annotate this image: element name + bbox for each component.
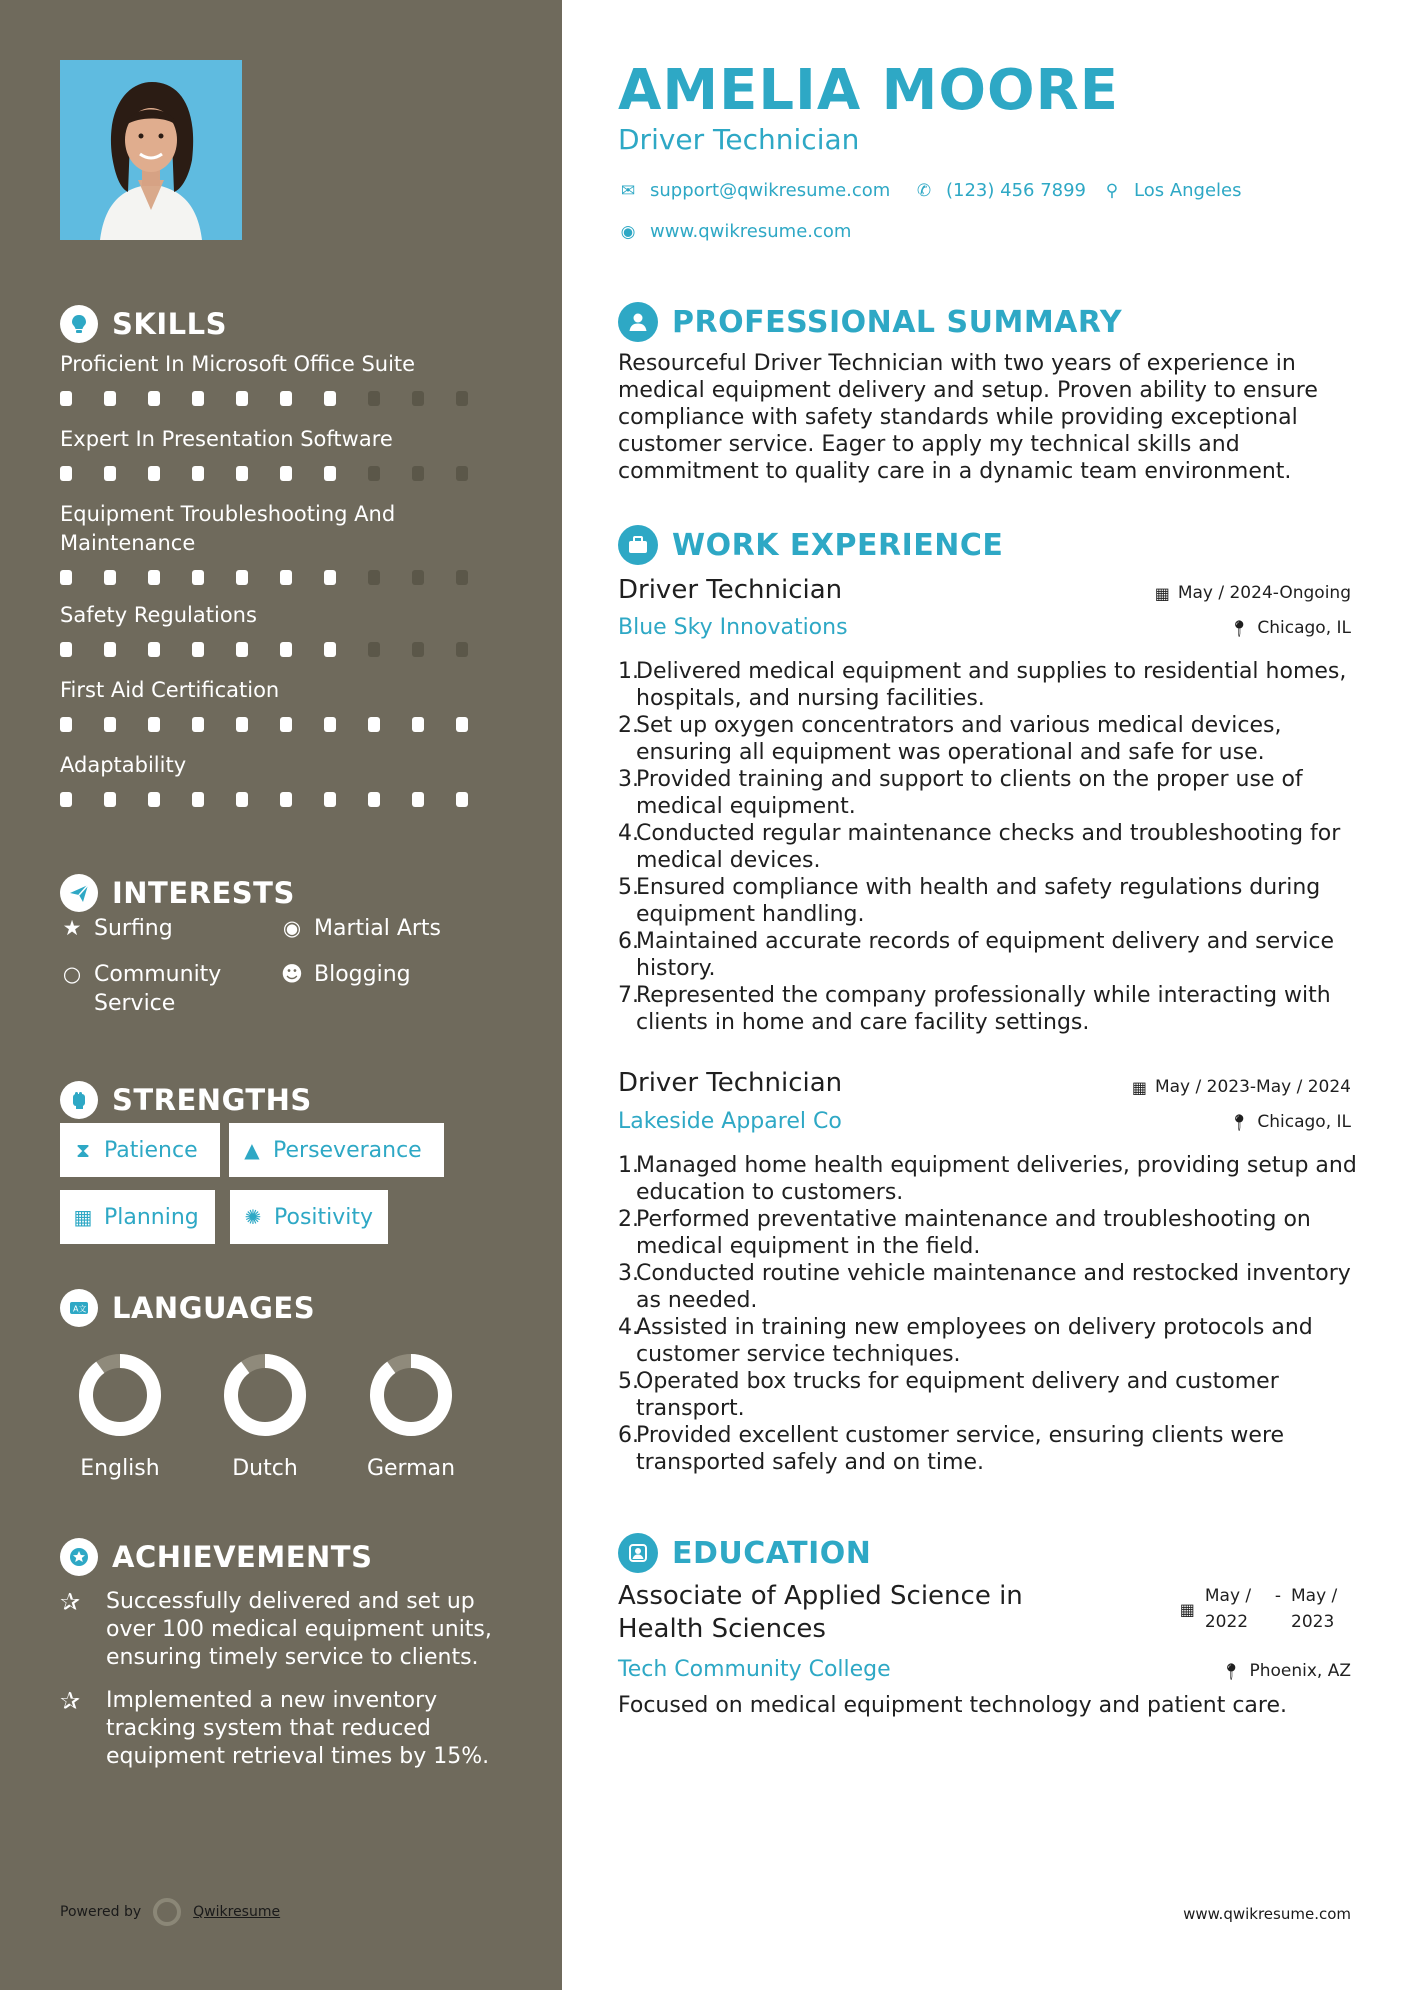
skill-dot-filled	[104, 570, 116, 585]
skill-dot-filled	[148, 792, 160, 807]
achievements-heading	[60, 1538, 372, 1576]
achievements-title: ACHIEVEMENTS	[112, 1540, 373, 1574]
skill-dot-filled	[104, 466, 116, 481]
skill-dot-filled	[456, 792, 468, 807]
bullet-text: Ensured compliance with health and safety regulations during equipment handling.	[636, 875, 1321, 927]
bullet-number: 5.	[618, 1369, 639, 1394]
job-bullet	[618, 1260, 1358, 1314]
job-location	[1229, 1112, 1351, 1132]
skill-dot-filled	[192, 466, 204, 481]
star-icon: ✰	[60, 1687, 81, 1715]
bullet-number: 5.	[618, 875, 639, 900]
strength-planning	[60, 1190, 215, 1244]
skill-dot-filled	[412, 717, 424, 732]
job-bullet	[618, 820, 1358, 874]
achievement-text: Implemented a new inventory tracking system that reduced equipment retrieval times by 15%.	[106, 1688, 490, 1769]
envelope-icon: ✉	[620, 180, 636, 201]
skill-dot-filled	[148, 466, 160, 481]
contact-website[interactable]	[618, 221, 851, 242]
languages-title: LANGUAGES	[112, 1291, 316, 1325]
school-name: Tech Community College	[618, 1657, 891, 1682]
interest-label: Community Service	[94, 962, 222, 1016]
bullet-text: Conducted routine vehicle maintenance and restocked inventory as needed.	[636, 1261, 1351, 1313]
degree-title: Associate of Applied Science in Health Sciences	[618, 1581, 1023, 1644]
achievement-item	[60, 1588, 500, 1672]
lightbulb-icon	[60, 305, 98, 343]
bullet-number: 4.	[618, 821, 639, 846]
job-bullet	[618, 1206, 1358, 1260]
contact-email[interactable]	[618, 180, 890, 201]
education-heading	[618, 1533, 871, 1573]
graduate-icon	[618, 1533, 658, 1573]
interests-title: INTERESTS	[112, 876, 295, 910]
skill-dot-filled	[456, 717, 468, 732]
skill-dot-filled	[192, 570, 204, 585]
user-icon	[618, 302, 658, 342]
skill-dot-filled	[280, 391, 292, 406]
hourglass-icon: ⧗	[75, 1138, 91, 1162]
job-company: Lakeside Apparel Co	[618, 1109, 842, 1134]
strength-patience	[60, 1123, 220, 1177]
bullet-number: 6.	[618, 1423, 639, 1448]
location-text: Los Angeles	[1134, 180, 1242, 201]
job-bullet	[618, 658, 1358, 712]
achievement-item	[60, 1687, 500, 1771]
sidebar	[0, 0, 562, 1990]
bullet-text: Managed home health equipment deliveries, providing setup and education to customers.	[636, 1153, 1357, 1205]
language-level-ring	[222, 1352, 308, 1438]
education-end: May / 2023	[1291, 1586, 1338, 1632]
powered-by-label: Powered by	[60, 1904, 142, 1920]
skill-dot-filled	[192, 391, 204, 406]
pin-icon: 📍︎	[1229, 1112, 1250, 1132]
skill-rating	[60, 466, 500, 481]
language-item	[351, 1352, 471, 1481]
language-icon	[60, 1289, 98, 1327]
skill-item	[60, 676, 500, 732]
contact-location	[1102, 180, 1242, 201]
skill-dot-filled	[104, 717, 116, 732]
skill-item	[60, 751, 500, 807]
job-dates-text: May / 2024-Ongoing	[1177, 583, 1351, 603]
skill-dot-filled	[192, 717, 204, 732]
interest-community-service	[60, 960, 260, 1018]
experience-heading	[618, 525, 1003, 565]
skill-dot-filled	[192, 792, 204, 807]
language-ring-fill	[231, 1361, 299, 1429]
languages-heading	[60, 1289, 315, 1327]
bullet-number: 1.	[618, 1153, 639, 1178]
skill-rating	[60, 717, 500, 732]
skill-name: First Aid Certification	[60, 678, 280, 702]
interest-surfing	[60, 914, 173, 943]
skill-dot-empty	[456, 642, 468, 657]
job-location-text: Chicago, IL	[1257, 1112, 1351, 1132]
language-name: English	[80, 1456, 160, 1481]
skill-rating	[60, 570, 500, 585]
bullet-number: 3.	[618, 1261, 639, 1286]
job-bullet	[618, 982, 1358, 1036]
job-dates	[1132, 1077, 1351, 1097]
qwikresume-link[interactable]: Qwikresume	[193, 1904, 281, 1920]
bullet-text: Represented the company professionally while interacting with clients in home and care facility settings.	[636, 983, 1331, 1035]
job-bullet	[618, 766, 1358, 820]
skill-name: Safety Regulations	[60, 603, 257, 627]
job-bullet	[618, 1368, 1358, 1422]
skill-dot-filled	[324, 792, 336, 807]
job-bullet	[618, 1152, 1358, 1206]
job-location	[1229, 618, 1351, 638]
strength-perseverance	[229, 1123, 444, 1177]
bullet-number: 6.	[618, 929, 639, 954]
language-ring-fill	[86, 1361, 154, 1429]
skill-dot-filled	[280, 466, 292, 481]
language-item	[60, 1352, 180, 1481]
skill-rating	[60, 642, 500, 657]
skill-dot-filled	[368, 717, 380, 732]
language-ring-fill	[377, 1361, 445, 1429]
users-icon: ☻	[281, 962, 303, 986]
skill-dot-empty	[368, 642, 380, 657]
strength-label: Perseverance	[273, 1137, 422, 1163]
job-bullet	[618, 1314, 1358, 1368]
skills-heading	[60, 305, 227, 343]
interest-martial-arts	[280, 914, 441, 943]
bullet-number: 2.	[618, 1207, 639, 1232]
education-dates	[1180, 1583, 1351, 1635]
skill-dot-filled	[324, 466, 336, 481]
job-company: Blue Sky Innovations	[618, 615, 848, 640]
skill-dot-empty	[412, 570, 424, 585]
skill-dot-empty	[412, 391, 424, 406]
job-bullet-list	[618, 658, 1358, 1036]
skill-item	[60, 601, 500, 657]
language-name: German	[366, 1456, 456, 1481]
bullet-text: Assisted in training new employees on delivery protocols and customer service techniques.	[636, 1315, 1313, 1367]
pin-icon: 📍︎	[1221, 1661, 1242, 1681]
profile-photo	[60, 60, 242, 240]
phone-text[interactable]: (123) 456 7899	[946, 180, 1087, 201]
skill-dot-empty	[456, 466, 468, 481]
job-bullet	[618, 712, 1358, 766]
skill-rating	[60, 391, 500, 406]
skill-dot-filled	[324, 570, 336, 585]
skill-dot-filled	[148, 391, 160, 406]
education-location	[1221, 1661, 1351, 1681]
language-name: Dutch	[232, 1456, 298, 1481]
svg-text:A文: A文	[73, 1304, 87, 1314]
road-icon: ▲	[244, 1138, 260, 1162]
skill-dot-filled	[192, 642, 204, 657]
globe-icon: ◉	[620, 221, 636, 242]
interest-label: Martial Arts	[314, 916, 442, 941]
briefcase-icon	[618, 525, 658, 565]
skill-dot-filled	[236, 570, 248, 585]
achievement-text: Successfully delivered and set up over 100 medical equipment units, ensuring timely service to clients.	[106, 1589, 492, 1670]
skill-dot-filled	[104, 792, 116, 807]
skill-dot-filled	[104, 391, 116, 406]
strength-label: Positivity	[274, 1204, 374, 1230]
skill-name: Equipment Troubleshooting And Maintenance	[60, 502, 396, 555]
skill-dot-filled	[60, 466, 72, 481]
skill-dot-filled	[148, 717, 160, 732]
interests-heading	[60, 874, 295, 912]
bullet-number: 4.	[618, 1315, 639, 1340]
phone-icon: ✆	[916, 180, 932, 201]
skill-rating	[60, 792, 500, 807]
experience-title: WORK EXPERIENCE	[672, 527, 1004, 563]
bullet-number: 2.	[618, 713, 639, 738]
summary-text: Resourceful Driver Technician with two years of experience in medical equipment delivery and setup. Proven ability to ensure compliance with safety standards while providing exceptional customer service. Eager to apply my technical skills and commitment to quality care in a dynamic team environment.	[618, 351, 1318, 484]
fist-icon	[60, 1081, 98, 1119]
strength-positivity	[230, 1190, 388, 1244]
strengths-heading	[60, 1081, 312, 1119]
strength-label: Patience	[104, 1137, 198, 1163]
candidate-role: Driver Technician	[618, 123, 860, 156]
interest-label: Surfing	[94, 916, 173, 941]
skill-dot-filled	[236, 792, 248, 807]
skill-dot-filled	[236, 466, 248, 481]
skill-dot-filled	[60, 642, 72, 657]
bullet-text: Maintained accurate records of equipment delivery and service history.	[636, 929, 1334, 981]
job-location-text: Chicago, IL	[1257, 618, 1351, 638]
interest-label: Blogging	[314, 962, 411, 987]
summary-title: PROFESSIONAL SUMMARY	[672, 304, 1123, 340]
calendar-icon: ▦	[1179, 1600, 1195, 1619]
skills-title: SKILLS	[112, 307, 227, 341]
job-title: Driver Technician	[618, 575, 843, 605]
candidate-name: AMELIA MOORE	[618, 58, 1119, 123]
skill-dot-filled	[368, 792, 380, 807]
education-title: EDUCATION	[672, 1535, 872, 1571]
bullet-number: 1.	[618, 659, 639, 684]
skill-name: Expert In Presentation Software	[60, 427, 393, 451]
job-dates-text: May / 2023-May / 2024	[1154, 1077, 1351, 1097]
education-date-separator: -	[1274, 1586, 1281, 1606]
skill-item	[60, 500, 500, 585]
education-start: May / 2022	[1204, 1586, 1252, 1632]
bullet-number: 7.	[618, 983, 639, 1008]
summary-heading	[618, 302, 1122, 342]
language-item	[205, 1352, 325, 1481]
email-text[interactable]: support@qwikresume.com	[650, 180, 891, 201]
skill-dot-filled	[236, 391, 248, 406]
job-title: Driver Technician	[618, 1068, 843, 1098]
skill-dot-filled	[280, 570, 292, 585]
skill-dot-filled	[280, 792, 292, 807]
skill-dot-filled	[60, 717, 72, 732]
bullet-text: Provided excellent customer service, ensuring clients were transported safely and on time.	[636, 1423, 1285, 1475]
star-icon: ✰	[60, 1588, 81, 1616]
skill-dot-filled	[236, 642, 248, 657]
skill-dot-filled	[324, 391, 336, 406]
skill-dot-filled	[60, 792, 72, 807]
skill-dot-filled	[324, 717, 336, 732]
strengths-title: STRENGTHS	[112, 1083, 312, 1117]
star-badge-icon	[60, 1538, 98, 1576]
bullet-text: Performed preventative maintenance and troubleshooting on medical equipment in the field.	[636, 1207, 1311, 1259]
skill-item	[60, 425, 500, 481]
map-pin-icon: ⚲	[1105, 180, 1119, 201]
bullet-text: Delivered medical equipment and supplies to residential homes, hospitals, and nursing facilities.	[636, 659, 1347, 711]
skill-dot-empty	[368, 570, 380, 585]
interest-blogging	[280, 960, 411, 989]
main-content	[562, 0, 1407, 1990]
skill-dot-filled	[280, 642, 292, 657]
skill-dot-filled	[148, 570, 160, 585]
star-icon: ★	[62, 916, 82, 940]
job-bullet	[618, 874, 1358, 928]
bullet-text: Provided training and support to clients on the proper use of medical equipment.	[636, 767, 1303, 819]
language-level-ring	[77, 1352, 163, 1438]
education-description: Focused on medical equipment technology and patient care.	[618, 1693, 1287, 1718]
calendar-icon: ▦	[73, 1205, 93, 1229]
skill-dot-empty	[456, 570, 468, 585]
sun-icon: ✺	[244, 1205, 262, 1229]
skill-dot-empty	[412, 642, 424, 657]
skill-dot-filled	[280, 717, 292, 732]
skill-dot-filled	[236, 717, 248, 732]
strength-label: Planning	[104, 1204, 199, 1230]
education-location-text: Phoenix, AZ	[1249, 1661, 1351, 1681]
skill-dot-filled	[104, 642, 116, 657]
contact-phone[interactable]	[914, 180, 1086, 201]
skill-dot-empty	[456, 391, 468, 406]
bullet-number: 3.	[618, 767, 639, 792]
qwikresume-logo-icon	[153, 1898, 181, 1926]
job-bullet	[618, 1422, 1358, 1476]
skill-dot-filled	[148, 642, 160, 657]
skill-dot-filled	[412, 792, 424, 807]
bullet-text: Set up oxygen concentrators and various medical devices, ensuring all equipment was operational and safe for use.	[636, 713, 1282, 765]
bullet-text: Conducted regular maintenance checks and troubleshooting for medical devices.	[636, 821, 1341, 873]
powered-by	[60, 1898, 280, 1926]
language-level-ring	[368, 1352, 454, 1438]
skill-dot-empty	[368, 466, 380, 481]
website-text[interactable]: www.qwikresume.com	[650, 221, 852, 242]
calendar-icon: ▦	[1154, 583, 1170, 603]
paper-plane-icon	[60, 874, 98, 912]
skill-name: Adaptability	[60, 753, 187, 777]
chat-bubble-icon: ○	[62, 962, 82, 986]
skill-dot-filled	[324, 642, 336, 657]
pin-icon: 📍︎	[1229, 618, 1250, 638]
skill-dot-empty	[412, 466, 424, 481]
job-bullet	[618, 928, 1358, 982]
skill-dot-empty	[368, 391, 380, 406]
skill-item	[60, 350, 500, 406]
calendar-icon: ▦	[1131, 1077, 1147, 1097]
skill-dot-filled	[60, 391, 72, 406]
bullet-text: Operated box trucks for equipment delivery and customer transport.	[636, 1369, 1279, 1421]
job-bullet-list	[618, 1152, 1358, 1476]
skill-dot-filled	[60, 570, 72, 585]
skill-name: Proficient In Microsoft Office Suite	[60, 352, 416, 376]
job-dates	[1155, 583, 1351, 603]
footer-website-link[interactable]: www.qwikresume.com	[1183, 1905, 1351, 1923]
globe-icon: ◉	[282, 916, 302, 940]
